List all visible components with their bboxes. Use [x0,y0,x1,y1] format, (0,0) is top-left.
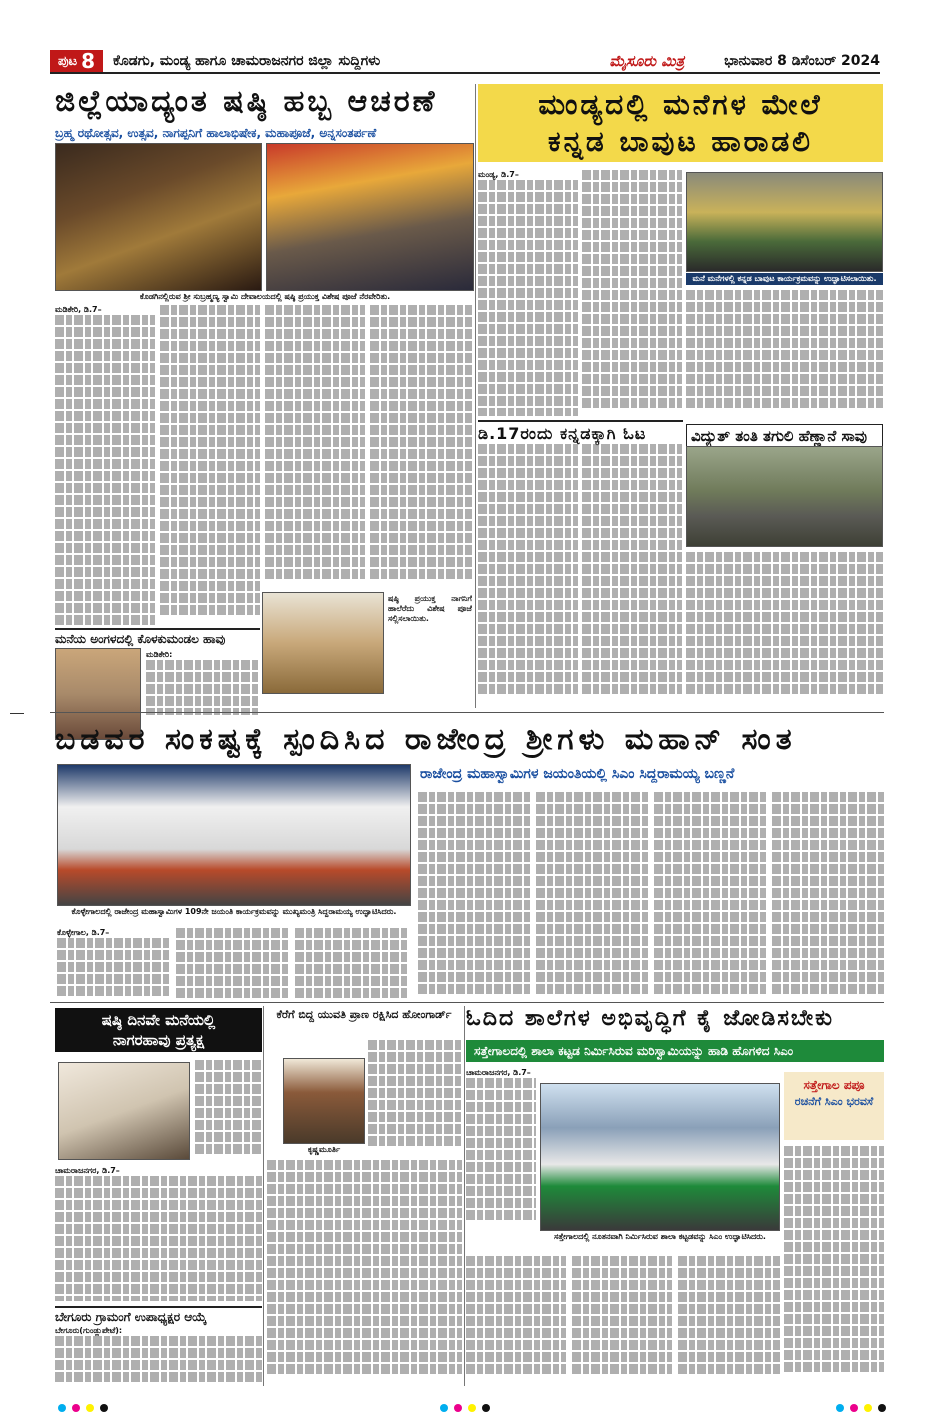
dec17-column-2 [582,444,682,706]
shashti-subhead: ಬ್ರಹ್ಮ ರಥೋತ್ಸವ, ಉತ್ಸವ, ನಾಗಪ್ಪನಿಗೆ ಹಾಲಾಭಿಷೇಕ, ಮಹಾಪೂಜೆ, ಅನ್ನಸಂತರ್ಪಣೆ [55,126,377,140]
mandya-flag-headline-line2: ಕನ್ನಡ ಬಾವುಟ ಹಾರಾಡಲಿ [547,125,814,158]
puja-caption: ಷಷ್ಠಿ ಪ್ರಯುಕ್ತ ನಾಗನಿಗೆ ಹಾಲೆರೆದು ವಿಶೇಷ ಪೂಜೆ ಸಲ್ಲಿಸಲಾಯಿತು. [388,594,472,623]
schools-column-1 [466,1068,536,1238]
registration-mark-magenta-center [454,1404,462,1412]
homeguard-photo-label: ಕೃಷ್ಣಮೂರ್ತಿ [307,1145,341,1154]
registration-mark-yellow [86,1404,94,1412]
section-rule-2 [50,1002,884,1003]
rajendra-subhead: ರಾಜೇಂದ್ರ ಮಹಾಸ್ವಾಮಿಗಳ ಜಯಂತಿಯಲ್ಲಿ ಸಿಎಂ ಸಿದ್ದರಾಮಯ್ಯ ಬಣ್ಣನೆ [420,766,735,782]
electric-column [686,552,883,706]
issue-date: ಭಾನುವಾರ 8 ಡಿಸೆಂಬರ್ 2024 [724,53,880,69]
temple-photo-1 [55,143,262,291]
registration-mark-yellow-right [864,1404,872,1412]
rajendra-column-1 [57,928,171,1000]
dec17-headline: ಡಿ.17ರಂದು ಕನ್ನಡಕ್ಕಾಗಿ ಓಟ [478,420,683,444]
schools-dateline: ಚಾಮರಾಜನಗರ, ಡಿ.7– [466,1068,531,1077]
sattegala-box-line1: ಸತ್ತೇಗಾಲ ಪಪೂ [803,1078,865,1092]
mandya-flag-headline-line1: ಮಂಡ್ಯದಲ್ಲಿ ಮನೆಗಳ ಮೇಲೆ [538,88,823,121]
begur-column [55,1326,262,1384]
homeguard-photo [283,1058,365,1144]
nagarahavu-headline [55,1008,262,1052]
shashti-headline: ಜಿಲ್ಲೆಯಾದ್ಯಂತ ಷಷ್ಠಿ ಹಬ್ಬ ಆಚರಣೆ [55,84,438,119]
registration-mark-black [100,1404,108,1412]
ribbon-photo-caption: ಸತ್ತೇಗಾಲದಲ್ಲಿ ನೂತನವಾಗಿ ನಿರ್ಮಿಸಿರುವ ಶಾಲಾ ಕಟ್ಟಡವನ್ನು ಸಿಎಂ ಉದ್ಘಾಟಿಸಿದರು. [554,1232,766,1241]
kolamandala-headline: ಮನೆಯ ಅಂಗಳದಲ್ಲಿ ಕೊಳಕುಮಂಡಲ ಹಾವು [55,628,260,647]
rajendra-column-6 [654,792,766,998]
rajendra-column-4 [418,792,530,998]
registration-mark-magenta [72,1404,80,1412]
section-rule-1 [50,712,884,713]
registration-mark-yellow-center [468,1404,476,1412]
schools-subhead: ಸತ್ತೇಗಾಲದಲ್ಲಿ ಶಾಲಾ ಕಟ್ಟಡ ನಿರ್ಮಿಸಿರುವ ಮರಿಸ್ವಾಮಿಯನ್ನು ಹಾಡಿ ಹೊಗಳಿದ ಸಿಎಂ [466,1040,884,1062]
puja-photo [262,592,384,694]
temple-photo-caption: ಕೊಡಗಿನಲ್ಲಿರುವ ಶ್ರೀ ಸುಬ್ರಹ್ಮಣ್ಯ ಸ್ವಾಮಿ ದೇವಾಲಯದಲ್ಲಿ ಷಷ್ಠಿ ಪ್ರಯುಕ್ತ ವಿಶೇಷ ಪೂಜೆ ನೆರವೇರಿತು. [139,292,391,301]
elephant-photo [686,446,883,547]
page-number-badge [50,50,103,72]
nagarahavu-headline-line2: ನಾಗರಹಾವು ಪ್ರತ್ಯಕ್ಷ [112,1031,205,1049]
homeguard-headline: ಕೆರೆಗೆ ಬಿದ್ದ ಯುವತಿ ಪ್ರಾಣ ರಕ್ಷಿಸಿದ ಹೋಂಗಾರ್ಡ್ [276,1008,452,1021]
nagarahavu-headline-line1: ಷಷ್ಠಿ ದಿನವೇ ಮನೆಯಲ್ಲಿ [101,1011,216,1029]
shashti-column-1 [55,305,155,625]
schools-column-2 [466,1256,566,1386]
mandya-flag-headline [478,84,883,162]
nagarahavu-column [55,1166,262,1301]
rajendra-dateline: ಕೊಳ್ಳೇಗಾಲ, ಡಿ.7– [57,928,110,937]
mandya-column-2 [582,170,682,416]
cobra-photo [58,1062,190,1160]
registration-mark-cyan-right [836,1404,844,1412]
begur-headline: ಬೇಗೂರು ಗ್ರಾಮಂಗೆ ಉಪಾಧ್ಯಕ್ಷರ ಆಯ್ಕೆ [55,1306,262,1325]
nagarahavu-dateline: ಚಾಮರಾಜನಗರ, ಡಿ.7– [55,1166,120,1175]
rajendra-column-7 [772,792,884,998]
column-rule-top [475,84,476,708]
rajendra-column-5 [536,792,648,998]
page-prefix: ಪುಟ [58,53,78,69]
temple-photo-2 [266,143,474,291]
column-rule-bottom-2 [464,1006,465,1386]
nagarahavu-side-column [195,1060,262,1160]
rajendra-column-3 [295,928,409,1000]
cm-lamp-lighting-photo [57,764,411,906]
shashti-column-3 [265,305,365,590]
flag-event-photo [686,172,883,272]
dec17-column-1 [478,444,578,706]
column-rule-bottom-1 [263,1006,264,1386]
schools-column-4 [784,1146,884,1386]
ribbon-cutting-photo [540,1083,780,1231]
homeguard-column-2 [267,1160,462,1386]
shashti-column-4 [370,305,472,590]
rajendra-headline: ಬಡವರ ಸಂಕಷ್ಟಕ್ಕೆ ಸ್ಪಂದಿಸಿದ ರಾಜೇಂದ್ರ ಶ್ರೀಗಳು ಮಹಾನ್ ಸಂತ [55,722,797,757]
schools-column-5 [678,1256,780,1386]
mandya-column-1 [478,170,578,416]
cm-photo-caption: ಕೊಳ್ಳೇಗಾಲದಲ್ಲಿ ರಾಜೇಂದ್ರ ಮಹಾಸ್ವಾಮಿಗಳ 109ನೇ ಜಯಂತಿ ಕಾರ್ಯಕ್ರಮವನ್ನು ಮುಖ್ಯಮಂತ್ರಿ ಸಿದ್ದರಾಮಯ್ಯ ಉದ್ಘಾಟಿಸಿದರು. [71,907,397,916]
electric-headline: ವಿದ್ಯುತ್ ತಂತಿ ತಗುಲಿ ಹೆಣ್ಣಾನೆ ಸಾವು [686,424,883,448]
schools-headline: ಓದಿದ ಶಾಲೆಗಳ ಅಭಿವೃದ್ಧಿಗೆ ಕೈ ಜೋಡಿಸಬೇಕು [466,1006,835,1031]
shashti-column-2 [160,305,260,625]
page-header [50,50,880,74]
section-title: ಕೊಡಗು, ಮಂಡ್ಯ ಹಾಗೂ ಚಾಮರಾಜನಗರ ಜಿಲ್ಲಾ ಸುದ್ದಿಗಳು [113,53,381,69]
flag-event-caption: ಮನೆ ಮನೆಗಳಲ್ಲಿ ಕನ್ನಡ ಬಾವುಟ ಕಾರ್ಯಕ್ರಮವನ್ನು ಉದ್ಘಾಟಿಸಲಾಯಿತು. [686,273,883,285]
sattegala-box-line2: ರಚನೆಗೆ ಸಿಎಂ ಭರವಸೆ [794,1095,874,1108]
homeguard-column-1 [368,1040,462,1156]
registration-mark-cyan-center [440,1404,448,1412]
page-number: 8 [81,49,95,73]
shashti-dateline: ಮಡಿಕೇರಿ, ಡಿ.7– [55,305,102,314]
registration-mark-black-center [482,1404,490,1412]
rajendra-column-2 [176,928,290,1000]
registration-mark-cyan [58,1404,66,1412]
schools-column-3 [572,1256,672,1386]
kolamandala-column [146,650,260,715]
kolamandala-dateline: ಮಡಿಕೇರಿ: [146,650,173,659]
mandya-column-3 [686,290,883,416]
mandya-dateline: ಮಂಡ್ಯ, ಡಿ.7– [478,170,519,179]
registration-mark-black-right [878,1404,886,1412]
sattegala-box [784,1072,884,1140]
begur-dateline: ಬೇಗೂರು(ಗುಂಡ್ಲುಪೇಟೆ): [55,1326,123,1335]
registration-mark-magenta-right [850,1404,858,1412]
crop-mark [10,713,24,714]
masthead: ಮೈಸೂರು ಮಿತ್ರ [609,52,685,70]
